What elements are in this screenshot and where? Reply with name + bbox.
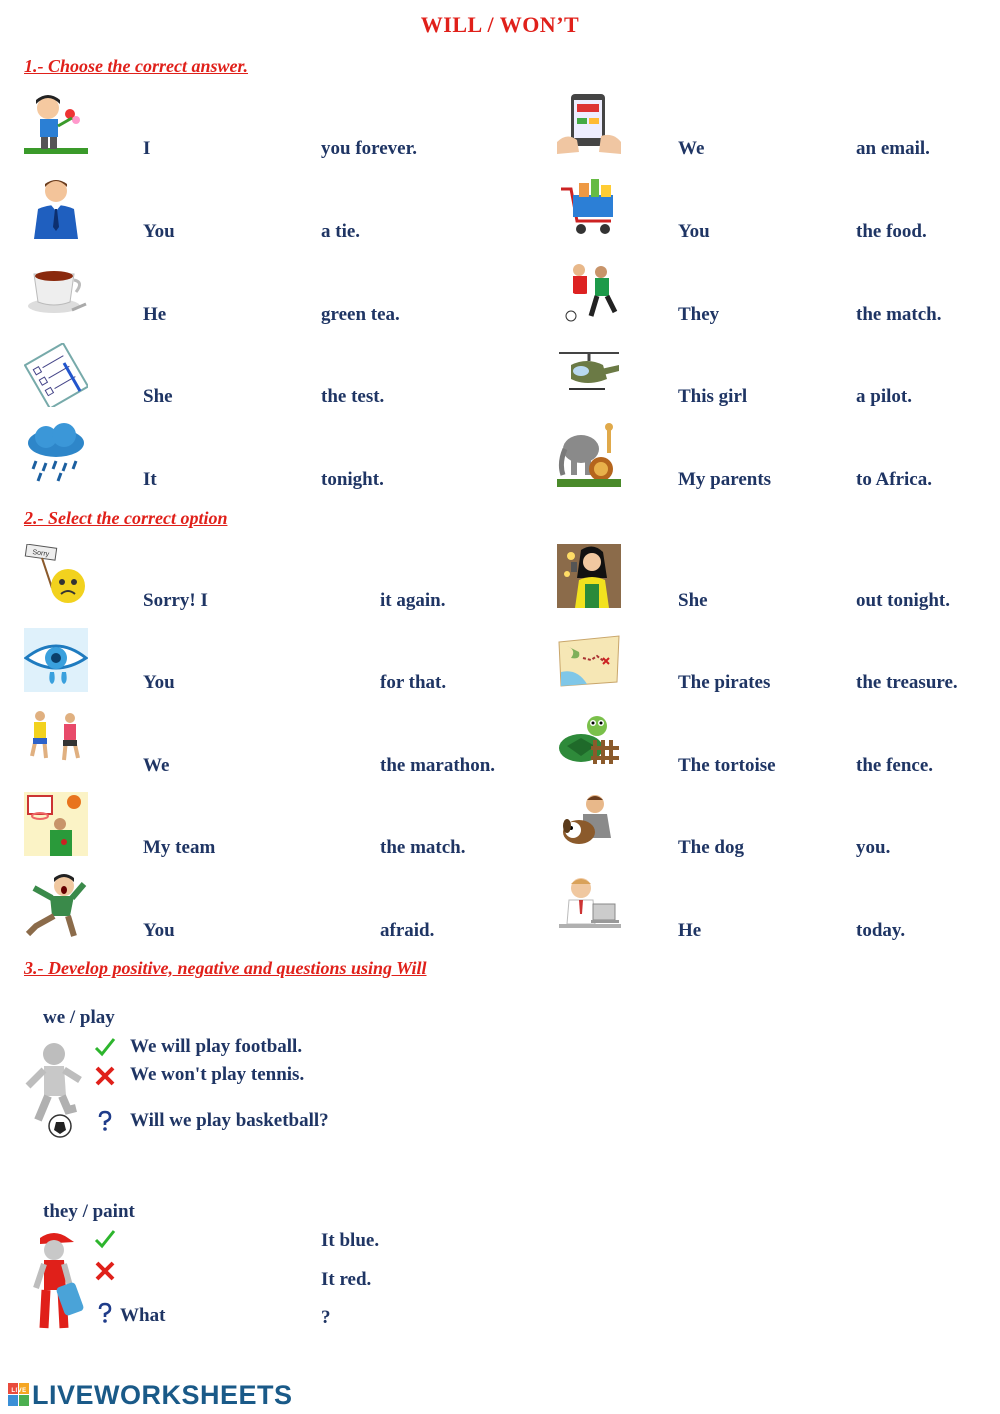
s1-right-rest-1: an email.: [856, 138, 930, 159]
s1-left-rest-1: you forever.: [321, 138, 418, 159]
sorry-face-icon: [24, 544, 88, 608]
s2-left-rest-3: the marathon.: [380, 755, 496, 776]
s2-right-rest-4: you.: [856, 837, 891, 858]
runners-icon: [24, 710, 88, 774]
s1-right-rest-5: to Africa.: [856, 469, 932, 490]
s1-right-subject-2: You: [678, 221, 710, 242]
check-icon: [94, 1036, 116, 1058]
s2-right-subject-1: She: [678, 590, 708, 611]
phone-email-icon: [557, 92, 621, 156]
s1-right-subject-3: They: [678, 304, 720, 325]
s2-left-subject-5: You: [143, 920, 175, 941]
example-2-positive-end: It blue.: [321, 1230, 380, 1251]
s2-right-rest-1: out tonight.: [856, 590, 950, 611]
s1-right-subject-5: My parents: [678, 469, 772, 490]
svg-text:LIVE: LIVE: [11, 1388, 27, 1394]
example-1-question: Will we play basketball?: [130, 1110, 329, 1131]
section-3-heading: 3.- Develop positive, negative and questions using Will: [24, 958, 427, 978]
african-animals-icon: [557, 423, 621, 487]
scared-man-icon: [24, 874, 88, 938]
painter-figure-icon: [30, 1230, 90, 1340]
question-icon: [94, 1302, 116, 1324]
cross-icon: [94, 1065, 116, 1087]
s1-left-rest-4: the test.: [321, 386, 385, 407]
s2-right-subject-5: He: [678, 920, 702, 941]
s2-left-subject-4: My team: [143, 837, 216, 858]
football-players-icon: [557, 260, 621, 324]
example-2-negative-end: It red.: [321, 1269, 372, 1290]
s1-left-rest-2: a tie.: [321, 221, 361, 242]
s1-left-subject-3: He: [143, 304, 167, 325]
basketball-icon: [24, 792, 88, 856]
s1-right-rest-3: the match.: [856, 304, 942, 325]
man-dog-icon: [557, 792, 621, 856]
rain-cloud-icon: [24, 423, 88, 487]
teacup-icon: [24, 260, 88, 324]
s2-left-rest-4: the match.: [380, 837, 466, 858]
man-laptop-icon: [557, 874, 621, 938]
s2-right-rest-5: today.: [856, 920, 906, 941]
s1-right-rest-4: a pilot.: [856, 386, 912, 407]
helicopter-icon: [557, 343, 621, 407]
s2-left-subject-1: Sorry! I: [143, 590, 208, 611]
section-2-heading: 2.- Select the correct option: [24, 508, 228, 528]
s1-right-rest-2: the food.: [856, 221, 927, 242]
crying-eye-icon: [24, 628, 88, 692]
test-paper-icon: [24, 343, 88, 407]
page-title: WILL / WON’T: [420, 12, 580, 37]
svg-text:Sorry: Sorry: [32, 548, 50, 559]
s2-left-rest-2: for that.: [380, 672, 447, 693]
s2-right-subject-4: The dog: [678, 837, 744, 858]
woman-phone-icon: [557, 544, 621, 608]
shopping-cart-icon: [557, 175, 621, 239]
check-icon: [94, 1228, 116, 1250]
s2-left-subject-3: We: [143, 755, 170, 776]
s1-right-subject-1: We: [678, 138, 705, 159]
s2-left-rest-1: it again.: [380, 590, 446, 611]
s1-left-subject-1: I: [143, 138, 151, 159]
boy-flowers-icon: [24, 92, 88, 156]
liveworksheets-logo: [8, 1380, 293, 1411]
tortoise-fence-icon: [557, 710, 621, 774]
example-1-negative: We won't play tennis.: [130, 1064, 305, 1085]
s1-left-subject-4: She: [143, 386, 173, 407]
example-1-prompt: we / play: [43, 1007, 115, 1028]
example-1-positive: We will play football.: [130, 1036, 303, 1057]
s2-left-subject-2: You: [143, 672, 175, 693]
businessman-icon: [24, 175, 88, 239]
s1-right-subject-4: This girl: [678, 386, 748, 407]
example-2-question-start: What: [120, 1305, 166, 1326]
s1-left-rest-5: tonight.: [321, 469, 384, 490]
logo-text: LIVEWORKSHEETS: [32, 1380, 293, 1410]
example-2-prompt: they / paint: [43, 1201, 135, 1222]
s1-left-rest-3: green tea.: [321, 304, 400, 325]
s1-left-subject-5: It: [143, 469, 157, 490]
question-icon: [94, 1110, 116, 1132]
section-1-heading: 1.- Choose the correct answer.: [24, 56, 249, 76]
s2-right-rest-2: the treasure.: [856, 672, 958, 693]
s2-left-rest-5: afraid.: [380, 920, 435, 941]
football-figure-icon: [24, 1040, 84, 1140]
s2-right-subject-2: The pirates: [678, 672, 771, 693]
cross-icon: [94, 1260, 116, 1282]
treasure-map-icon: [557, 628, 621, 692]
s2-right-rest-3: the fence.: [856, 755, 934, 776]
s2-right-subject-3: The tortoise: [678, 755, 776, 776]
logo-cube-icon: [8, 1383, 30, 1407]
example-2-question-end: ?: [321, 1307, 331, 1328]
s1-left-subject-2: You: [143, 221, 175, 242]
